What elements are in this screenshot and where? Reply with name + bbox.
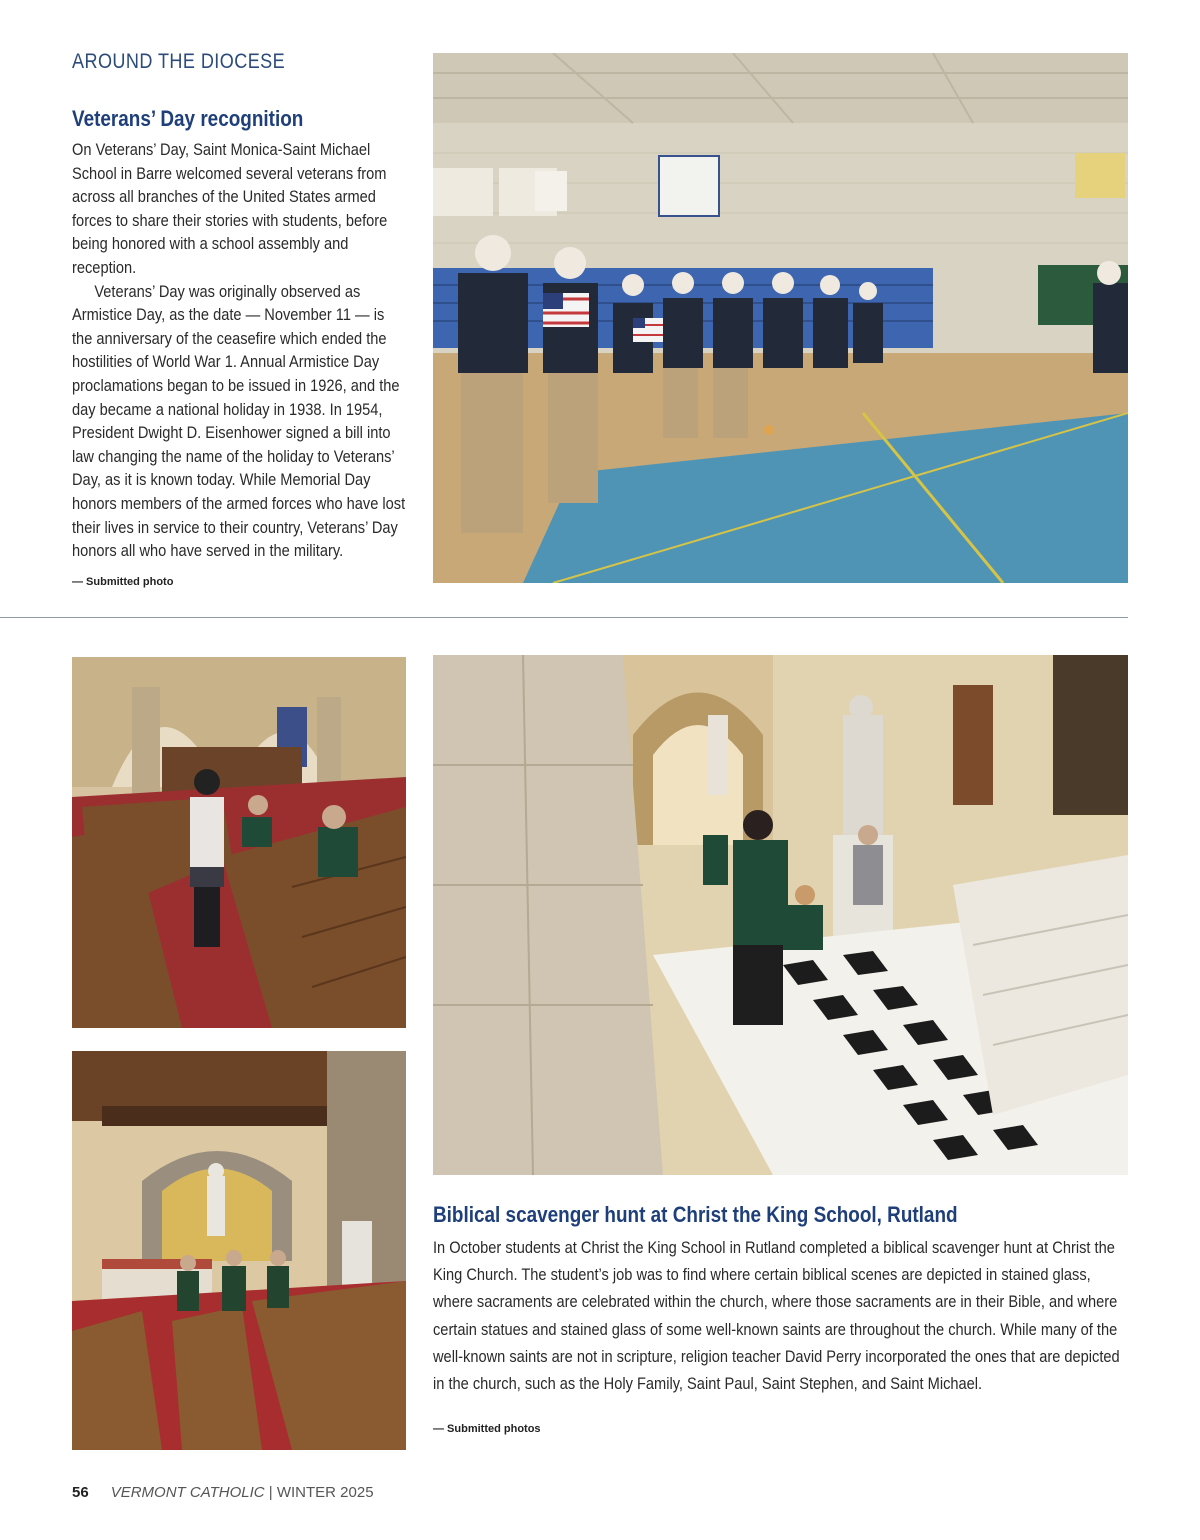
photo-church-pews-students: [72, 657, 406, 1028]
paragraph: Veterans’ Day was originally observed as Armistice Day, as the date — November 11 — is the anniversary of the ceasefire which ended the hostilities of World War 1. Annual Armistice Day proclamations began to be issued in 1926, and the day became a national holiday in 1938. In 1954, President Dwight D. Eisenhower signed a bill into law changing the name of the holiday to Veterans’ Day, as it is known today. While Memorial Day honors members of the armed forces who have lost their lives in service to their country, Veterans’ Day honors all who have served in the military.: [72, 281, 406, 561]
article-title-veterans-day: Veterans’ Day recognition: [72, 106, 304, 131]
footer-separator: |: [268, 1484, 273, 1501]
page-number: 56: [72, 1484, 89, 1501]
paragraph: On Veterans’ Day, Saint Monica-Saint Michael School in Barre welcomed several veterans from across all branches of the United States armed forces to share their stories with students, before being honored with a school assembly and reception.: [72, 140, 388, 277]
article-title-scavenger-hunt: Biblical scavenger hunt at Christ the King School, Rutland: [433, 1202, 958, 1227]
page-footer: [72, 1484, 374, 1501]
publication-name: VERMONT CATHOLIC: [110, 1484, 265, 1501]
photo-scavenger-hunt-statue: [433, 655, 1128, 1175]
issue-label: WINTER 2025: [276, 1484, 374, 1501]
article-body-scavenger-hunt: In October students at Christ the King School in Rutland completed a biblical scavenger hunt at Christ the King Church. The student’s job was to find where certain biblical scenes are depicted in stained glass, where sacraments are celebrated within the church, where those sacraments are in their Bible, and where certain statues and stained glass of some well-known saints are throughout the church. While many of the well-known saints are not in scripture, religion teacher David Perry incorporated the ones that are depicted in the church, such as the Holy Family, Saint Paul, Saint Stephen, and Saint Michael.: [433, 1238, 1120, 1394]
article-body-veterans-day: [72, 138, 407, 563]
photo-credit: — Submitted photos: [433, 1423, 541, 1435]
photo-gym-assembly: [433, 53, 1128, 583]
section-label: AROUND THE DIOCESE: [72, 50, 286, 73]
section-divider: [0, 617, 1128, 618]
photo-church-sanctuary: [72, 1051, 406, 1450]
photo-credit: — Submitted photo: [72, 576, 174, 588]
